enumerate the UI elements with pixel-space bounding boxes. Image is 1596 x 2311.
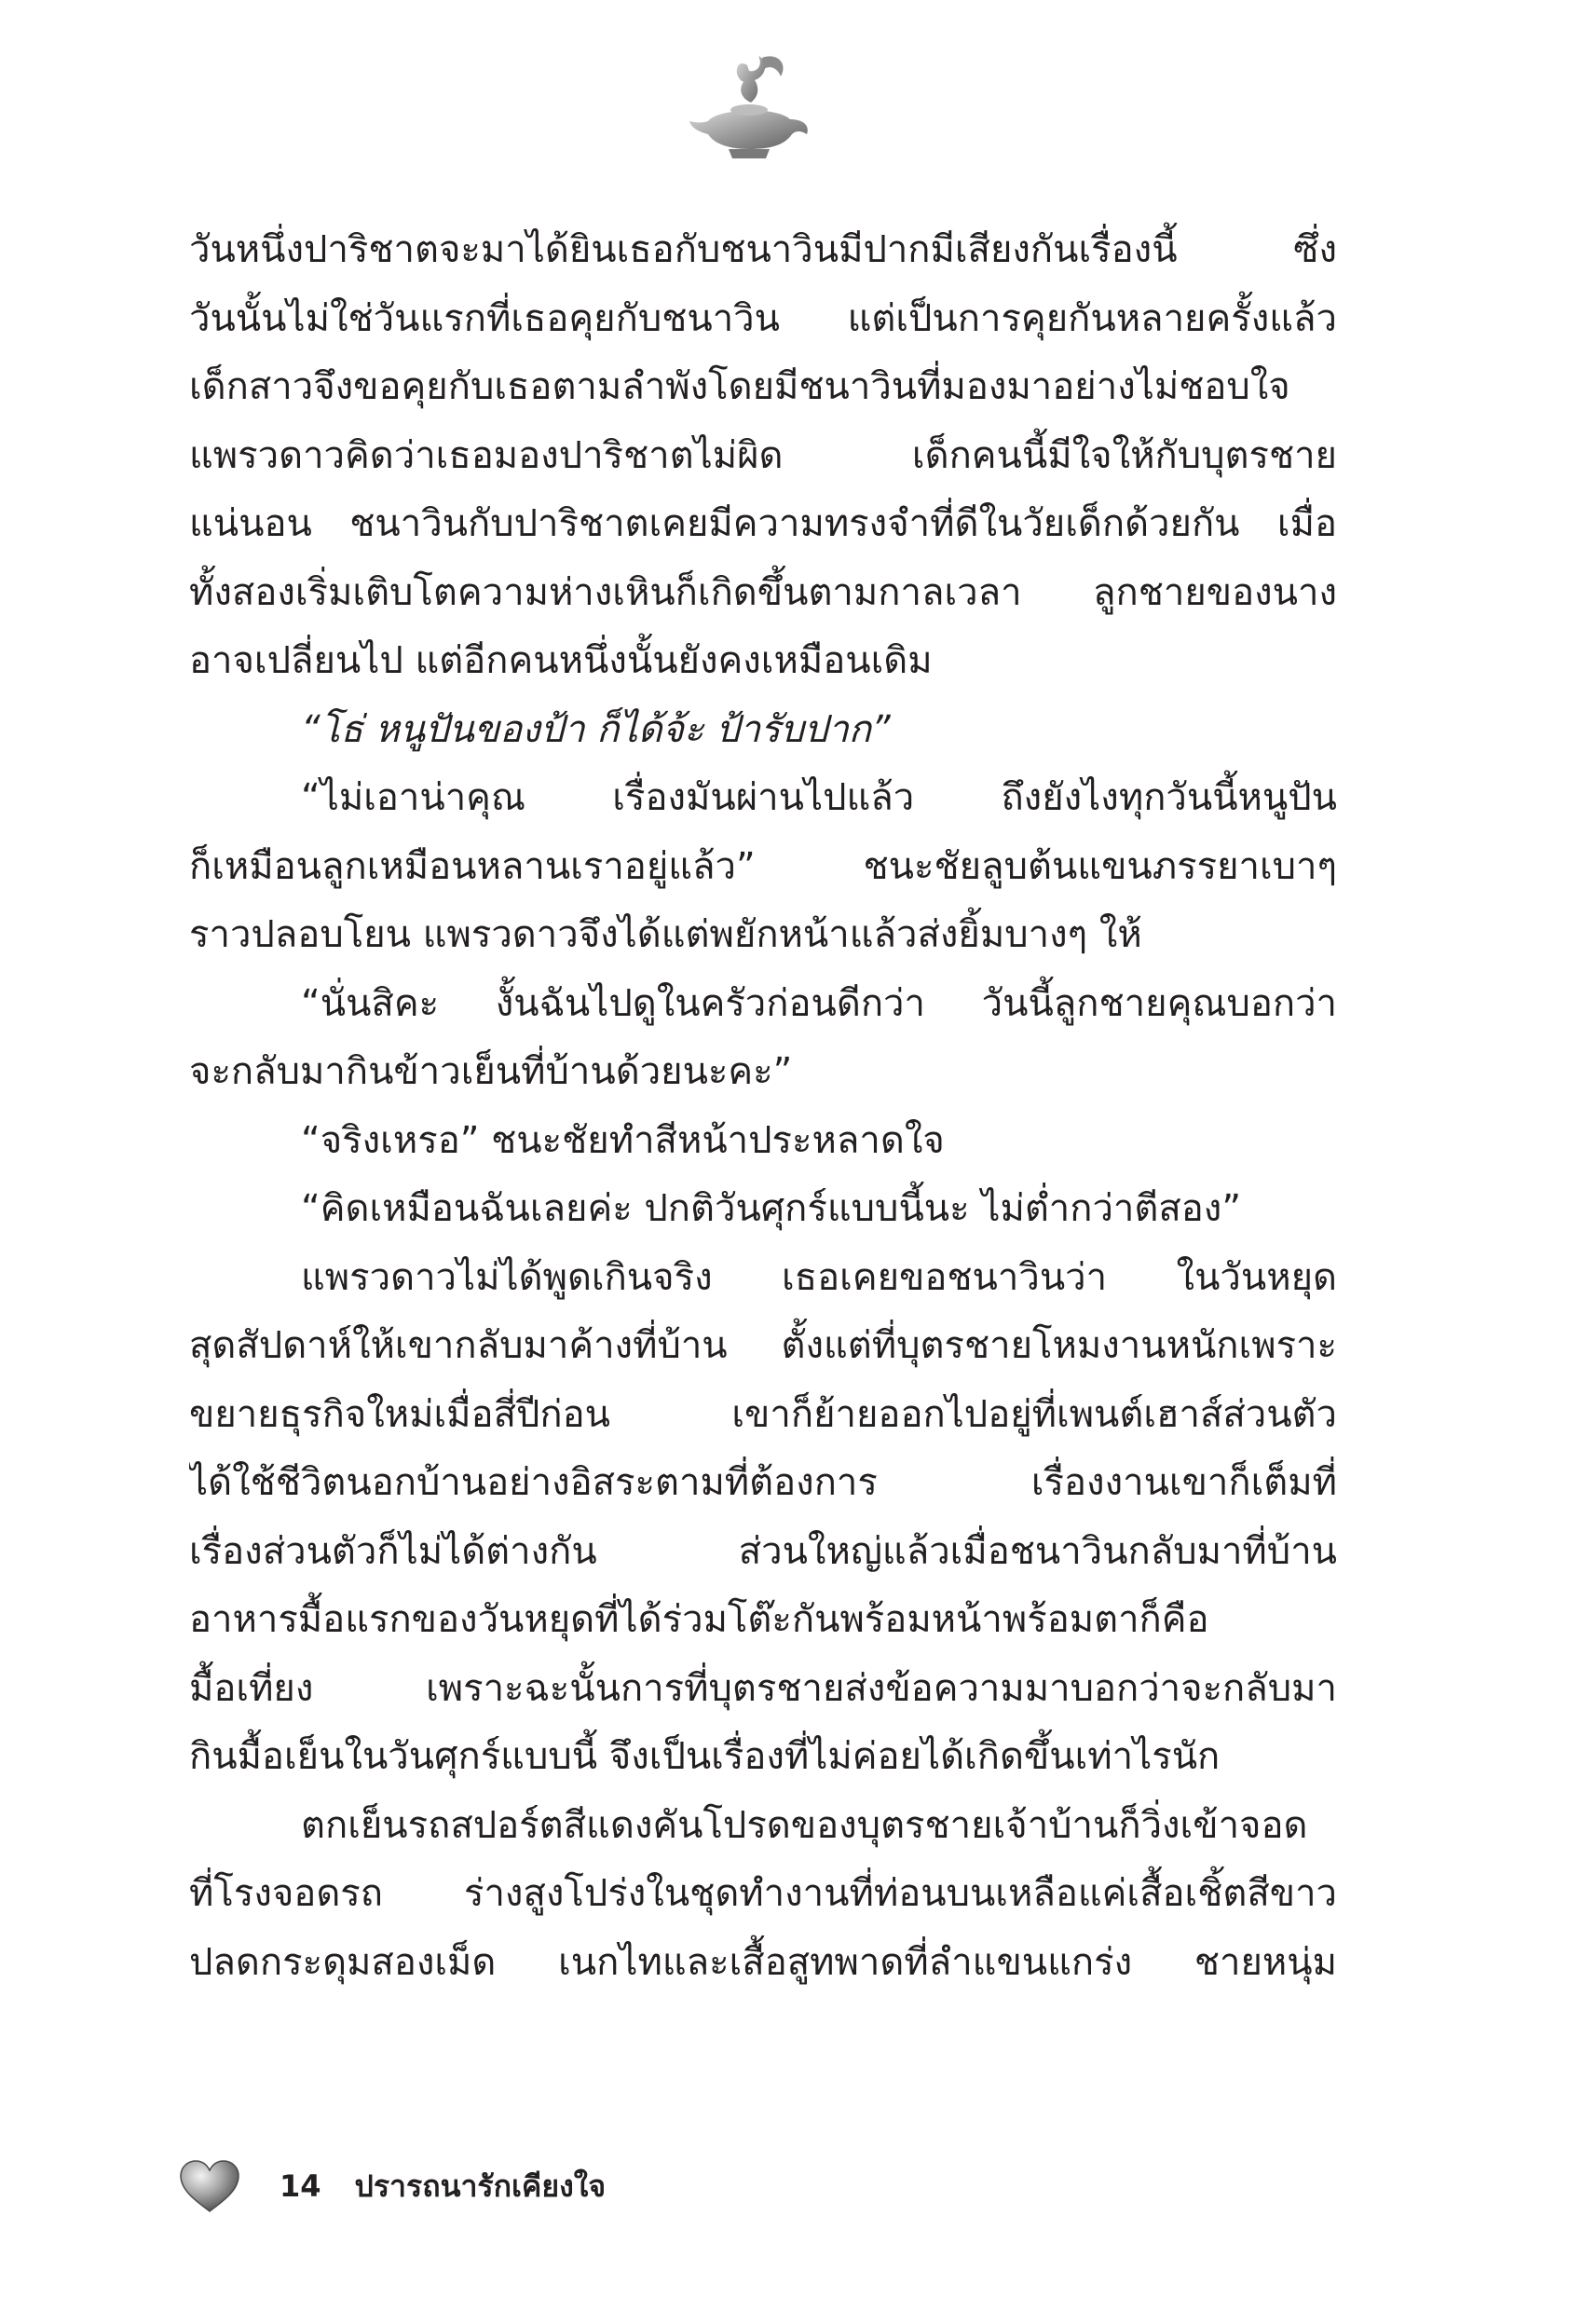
text-line: แพรวดาวคิดว่าเธอมองปาริชาตไม่ผิด เด็กคนนี้มีใจให้กับบุตรชาย xyxy=(189,433,1337,477)
text-line: มื้อเที่ยง เพราะฉะนั้นการที่บุตรชายส่งข้อความมาบอกว่าจะกลับมา xyxy=(189,1666,1337,1710)
paragraph xyxy=(189,1175,1337,1244)
text-line: “ไม่เอาน่าคุณ เรื่องมันผ่านไปแล้ว ถึงยังไงทุกวันนี้หนูปัน xyxy=(301,776,1337,819)
text-line: กินมื้อเย็นในวันศุกร์แบบนี้ จึงเป็นเรื่องที่ไม่ค่อยได้เกิดขึ้นเท่าไรนัก xyxy=(189,1735,1221,1778)
text-line: เด็กสาวจึงขอคุยกับเธอตามลำพังโดยมีชนาวินที่มองมาอย่างไม่ชอบใจ xyxy=(189,365,1290,408)
paragraph xyxy=(189,764,1337,970)
text-line: แน่นอน ชนาวินกับปาริชาตเคยมีความทรงจำที่ดีในวัยเด็กด้วยกัน เมื่อ xyxy=(189,502,1337,545)
text-line: ได้ใช้ชีวิตนอกบ้านอย่างอิสระตามที่ต้องการ เรื่องงานเขาก็เต็มที่ xyxy=(189,1461,1337,1504)
text-line: “คิดเหมือนฉันเลยค่ะ ปกติวันศุกร์แบบนี้นะ ไม่ต่ำกว่าตีสอง” xyxy=(301,1187,1242,1230)
body-text xyxy=(189,216,1337,1997)
text-line: ที่โรงจอดรถ ร่างสูงโปร่งในชุดทำงานที่ท่อนบนเหลือแค่เสื้อเชิ้ตสีขาว xyxy=(189,1872,1337,1915)
text-line: “จริงเหรอ” ชนะชัยทำสีหน้าประหลาดใจ xyxy=(301,1118,945,1162)
text-line: “โธ่ หนูปันของป้า ก็ได้จ้ะ ป้ารับปาก” xyxy=(301,707,891,751)
text-line: จะกลับมากินข้าวเย็นที่บ้านด้วยนะคะ” xyxy=(189,1050,793,1093)
text-line: เรื่องส่วนตัวก็ไม่ได้ต่างกัน ส่วนใหญ่แล้วเมื่อชนาวินกลับมาที่บ้าน xyxy=(189,1529,1337,1573)
paragraph xyxy=(189,1107,1337,1176)
text-line: ปลดกระดุมสองเม็ด เนกไทและเสื้อสูทพาดที่ลำแขนแกร่ง ชายหนุ่ม xyxy=(189,1940,1337,1984)
text-line: วันนั้นไม่ใช่วันแรกที่เธอคุยกับชนาวิน แต่เป็นการคุยกันหลายครั้งแล้ว xyxy=(189,296,1337,340)
text-line: อาจเปลี่ยนไป แต่อีกคนหนึ่งนั้นยังคงเหมือนเดิม xyxy=(189,639,933,682)
text-line: “นั่นสิคะ งั้นฉันไปดูในครัวก่อนดีกว่า วันนี้ลูกชายคุณบอกว่า xyxy=(301,981,1337,1025)
genie-lamp-icon xyxy=(680,48,820,170)
paragraph xyxy=(189,1792,1337,1998)
text-line: ก็เหมือนลูกเหมือนหลานเราอยู่แล้ว” ชนะชัยลูบต้นแขนภรรยาเบาๆ xyxy=(189,844,1337,888)
text-line: ตกเย็นรถสปอร์ตสีแดงคันโปรดของบุตรชายเจ้าบ้านก็วิ่งเข้าจอด xyxy=(301,1803,1308,1847)
book-title: ปรารถนารักเคียงใจ xyxy=(354,2167,607,2204)
text-line: ราวปลอบโยน แพรวดาวจึงได้แต่พยักหน้าแล้วส่งยิ้มบางๆ ให้ xyxy=(189,913,1142,956)
text-line: วันหนึ่งปาริชาตจะมาได้ยินเธอกับชนาวินมีปากมีเสียงกันเรื่องนี้ ซึ่ง xyxy=(189,228,1337,271)
heart-icon xyxy=(179,2159,240,2213)
paragraph xyxy=(189,1244,1337,1792)
paragraph xyxy=(189,696,1337,765)
text-line: อาหารมื้อแรกของวันหยุดที่ได้ร่วมโต๊ะกันพร้อมหน้าพร้อมตาก็คือ xyxy=(189,1598,1209,1641)
text-line: แพรวดาวไม่ได้พูดเกินจริง เธอเคยขอชนาวินว่า ในวันหยุด xyxy=(301,1255,1337,1299)
page-number: 14 xyxy=(280,2168,321,2204)
text-line: ทั้งสองเริ่มเติบโตความห่างเหินก็เกิดขึ้นตามกาลเวลา ลูกชายของนาง xyxy=(189,570,1337,614)
text-line: ขยายธุรกิจใหม่เมื่อสี่ปีก่อน เขาก็ย้ายออกไปอยู่ที่เพนต์เฮาส์ส่วนตัว xyxy=(189,1392,1337,1436)
paragraph xyxy=(189,970,1337,1107)
paragraph xyxy=(189,216,1337,696)
text-line: สุดสัปดาห์ให้เขากลับมาค้างที่บ้าน ตั้งแต่ที่บุตรชายโหมงานหนักเพราะ xyxy=(189,1324,1337,1367)
page-footer xyxy=(179,2158,606,2214)
